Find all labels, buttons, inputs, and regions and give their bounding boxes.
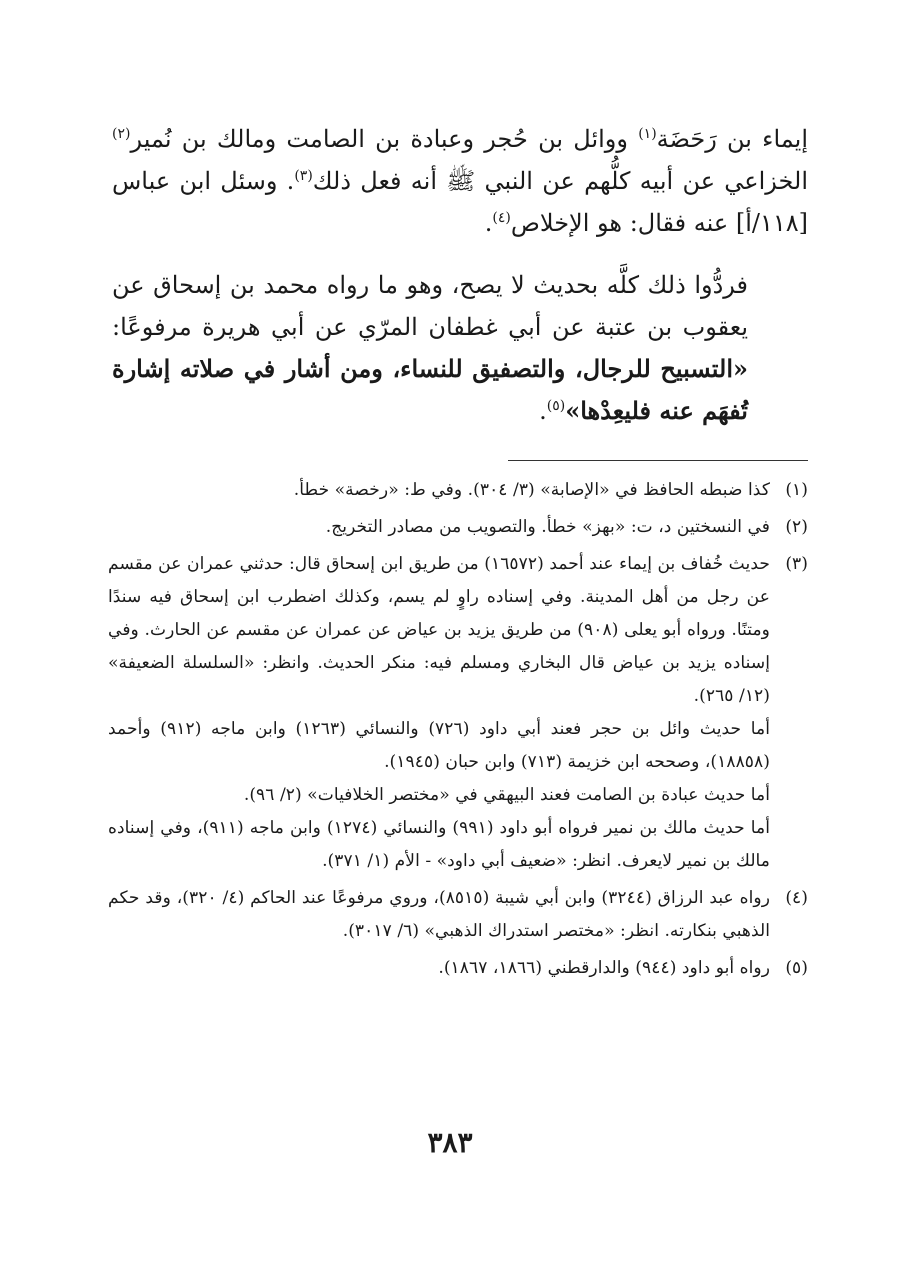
footnote-text: أما حديث عبادة بن الصامت فعند البيهقي في «مختصر الخلافيات» (٢/ ٩٦). xyxy=(243,785,770,805)
footnote-text: رواه عبد الرزاق (٣٢٤٤) وابن أبي شيبة (٨٥١٥)، وروي مرفوعًا عند الحاكم (٤/ ٣٢٠)، وقد حكم الذهبي بنكارته. انظر: «مختصر استدراك الذهبي» (٦/ ٣٠١٧). xyxy=(108,888,770,941)
footnote-3 xyxy=(108,548,808,878)
footnote-2 xyxy=(108,511,808,544)
footnote-number: (٢) xyxy=(785,517,808,537)
text-run: إيماء بن رَحَضَة xyxy=(656,125,808,153)
text-run: الخزاعي عن أبيه كلُّهم عن النبي ﷺ أنه فعل ذلك xyxy=(312,167,809,195)
main-text xyxy=(112,118,808,432)
footnote-text: كذا ضبطه الحافظ في «الإصابة» (٣/ ٣٠٤). وفي ط: «رخصة» خطأ. xyxy=(293,480,770,500)
footnote-text: أما حديث مالك بن نمير فرواه أبو داود (٩٩١) والنسائي (١٢٧٤) وابن ماجه (٩١١)، وفي إسناده مالك بن نمير لايعرف. انظر: «ضعيف أبي داود» - الأم (١/ ٣٧١). xyxy=(108,818,771,871)
footnote-separator xyxy=(508,460,808,461)
footnote-marker-3[interactable]: (٣) xyxy=(294,168,313,184)
footnote-number: (٣) xyxy=(785,554,808,574)
footnotes xyxy=(108,474,808,985)
text-run: . xyxy=(539,397,547,425)
footnote-number: (٤) xyxy=(785,888,808,908)
text-run: . xyxy=(484,209,493,237)
text-run: . وسئل ابن عباس [١١٨/أ] عنه فقال: هو الإخلاص xyxy=(112,167,808,237)
footnote-number: (١) xyxy=(785,480,808,500)
footnote-4 xyxy=(108,882,808,948)
page-number: ٣٨٣ xyxy=(427,1126,473,1159)
footnote-marker-5[interactable]: (٥) xyxy=(546,398,566,414)
footnote-text: رواه أبو داود (٩٤٤) والدارقطني (١٨٦٦، ١٨٦٧). xyxy=(438,958,770,978)
footnote-text: في النسختين د، ت: «بهز» خطأ. والتصويب من مصادر التخريج. xyxy=(325,517,770,537)
footnote-number: (٥) xyxy=(785,958,808,978)
text-run: فردُّوا ذلك كلَّه بحديث لا يصح، وهو ما رواه محمد بن إسحاق عن يعقوب بن عتبة عن أبي غطفان المرّي عن أبي هريرة مرفوعًا: xyxy=(112,271,748,341)
footnote-text: حديث خُفاف بن إيماء عند أحمد (١٦٥٧٢) من طريق ابن إسحاق قال: حدثني عمران عن مقسم عن رجل من أهل المدينة. وفي إسناده راوٍ لم يسم، وكذلك اضطرب ابن إسحاق فيه سندًا ومتنًا. ورواه أبو يعلى (٩٠٨) من طريق يزيد بن عياض عن عمران عن مقسم عن الحارث. وفي إسناده يزيد بن عياض قال البخاري ومسلم فيه: منكر الحديث. وانظر: «السلسلة الضعيفة» (١٢/ ٢٦٥). xyxy=(108,554,770,706)
footnote-marker-1[interactable]: (١) xyxy=(638,126,657,142)
footnote-1 xyxy=(108,474,808,507)
paragraph-1 xyxy=(112,118,808,244)
footnote-text: أما حديث وائل بن حجر فعند أبي داود (٧٢٦) والنسائي (١٢٦٣) وابن ماجه (٩١٢) وأحمد (١٨٨٥٨)، وصححه ابن خزيمة (٧١٣) وابن حبان (١٩٤٥). xyxy=(108,719,770,772)
footnote-5 xyxy=(108,952,808,985)
footnote-marker-2[interactable]: (٢) xyxy=(112,126,131,142)
text-run: ووائل بن حُجر وعبادة بن الصامت ومالك بن نُمير xyxy=(130,125,639,153)
hadith-quote: «التسبيح للرجال، والتصفيق للنساء، ومن أشار في صلاته إشارة تُفهَم عنه فليعِدْها» xyxy=(112,354,748,425)
paragraph-2 xyxy=(112,264,808,432)
footnote-marker-4[interactable]: (٤) xyxy=(492,210,511,226)
